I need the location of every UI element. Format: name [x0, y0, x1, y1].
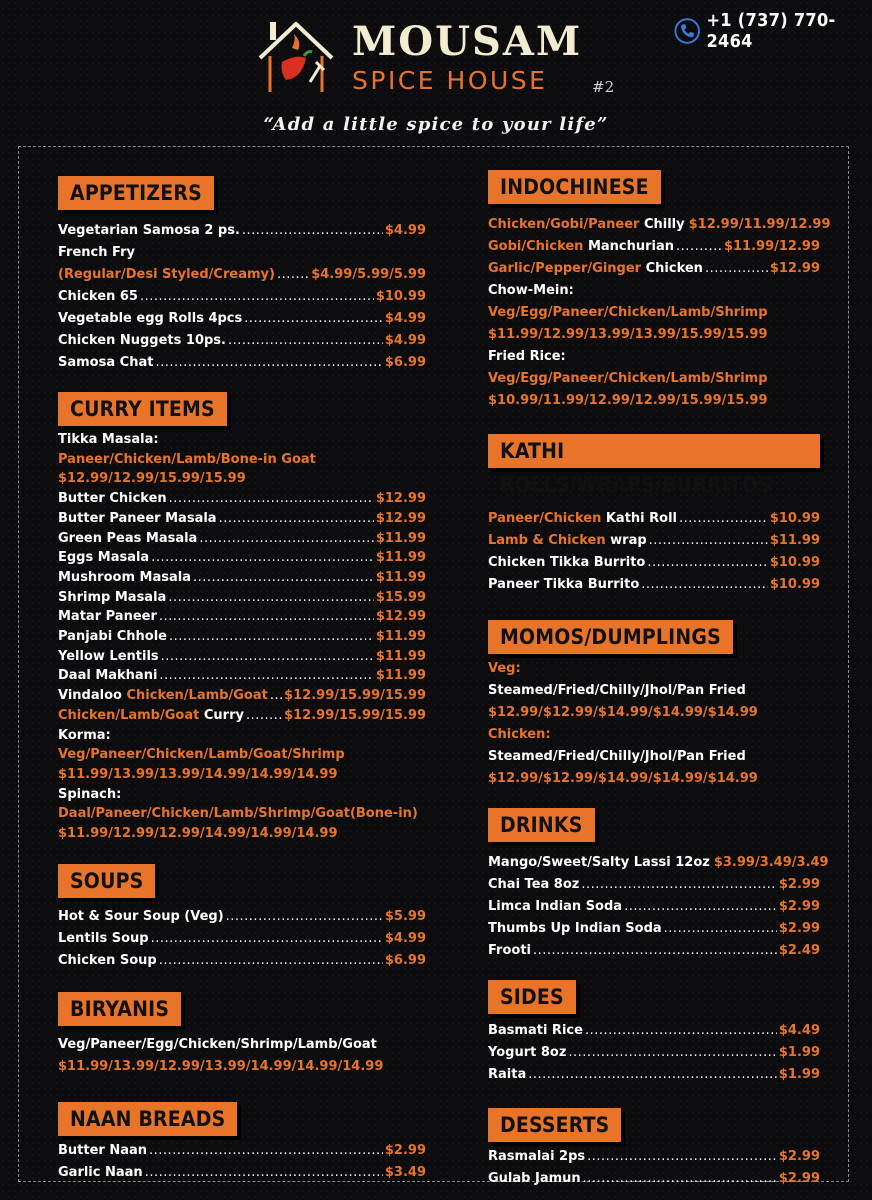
menu-item: Thumbs Up Indian Soda ..... $2.99	[488, 918, 820, 940]
menu-item: Lamb & Chicken wrap ..... $11.99	[488, 530, 820, 552]
section-title: DESSERTS	[488, 1108, 621, 1142]
menu-item: Garlic Naan ..... $3.49	[58, 1162, 426, 1184]
brand-location-number: #2	[592, 78, 615, 96]
menu-item: Butter Paneer Masala ..... $12.99	[58, 509, 426, 529]
menu-item: Paneer/Chicken Kathi Roll ..... $10.99	[488, 508, 820, 530]
menu-item: Yellow Lentils ..... $11.99	[58, 647, 426, 667]
menu-item-options: Steamed/Fried/Chilly/Jhol/Pan Fried	[488, 749, 746, 764]
menu-item-options: Paneer/Chicken/Lamb/Bone-in Goat	[58, 451, 316, 467]
menu-item-options: Steamed/Fried/Chilly/Jhol/Pan Fried	[488, 683, 746, 698]
section-title: SIDES	[488, 980, 576, 1014]
menu-item: Lentils Soup ..... $4.99	[58, 928, 426, 950]
menu-item-prices: $11.99/13.99/13.99/14.99/14.99/14.99	[58, 766, 338, 782]
menu-left-column	[58, 176, 426, 1200]
menu-item: Matar Paneer ..... $12.99	[58, 607, 426, 627]
momos-section	[488, 620, 820, 790]
indochinese-section	[488, 170, 831, 412]
sides-section	[488, 980, 820, 1086]
biryanis-section	[58, 992, 426, 1078]
section-title: CURRY ITEMS	[58, 392, 227, 426]
menu-item: Eggs Masala ..... $11.99	[58, 548, 426, 568]
section-title: KATHI ROLLS/WRAPS/BURRITOS	[488, 434, 820, 468]
menu-item: Limca Indian Soda ..... $2.99	[488, 896, 820, 918]
menu-item-prices: $12.99/$12.99/$14.99/$14.99/$14.99	[488, 705, 758, 720]
menu-item: Garlic/Pepper/Ginger Chicken ..... $12.99	[488, 258, 820, 280]
menu-item: Chai Tea 8oz ..... $2.99	[488, 874, 820, 896]
menu-item: Spinach:	[58, 786, 122, 802]
menu-item: Vindaloo Chicken/Lamb/Goat ..... $12.99/15.99/15.99	[58, 686, 426, 706]
menu-item: Chicken Nuggets 10ps. ..... $4.99	[58, 330, 426, 352]
kathi-section	[488, 434, 820, 596]
menu-item-prices: $12.99/$12.99/$14.99/$14.99/$14.99	[488, 771, 758, 786]
house-chili-fork-logo	[256, 18, 336, 96]
menu-item-options: Veg/Paneer/Chicken/Lamb/Goat/Shrimp	[58, 747, 345, 763]
menu-item: Fried Rice:	[488, 349, 566, 364]
menu-item-options: Daal/Paneer/Chicken/Lamb/Shrimp/Goat(Bone-in)	[58, 806, 418, 822]
menu-item: Veg:	[488, 661, 521, 676]
menu-item: Panjabi Chhole ..... $11.99	[58, 627, 426, 647]
section-title: DRINKS	[488, 808, 595, 842]
menu-item: Chicken/Lamb/Goat Curry ..... $12.99/15.99/15.99	[58, 706, 426, 726]
section-title: SOUPS	[58, 864, 155, 898]
section-title: MOMOS/DUMPLINGS	[488, 620, 733, 654]
menu-item: French Fry	[58, 245, 135, 260]
menu-item: Gulab Jamun ..... $2.99	[488, 1168, 820, 1190]
soups-section	[58, 864, 426, 972]
menu-item: Butter Naan ..... $2.99	[58, 1140, 426, 1162]
menu-item: Chicken/Gobi/Paneer Chilly $12.99/11.99/12.99	[488, 217, 831, 232]
menu-item: Vegetable egg Rolls 4pcs ..... $4.99	[58, 308, 426, 330]
menu-item-options: Veg/Egg/Paneer/Chicken/Lamb/Shrimp	[488, 371, 768, 386]
menu-item: Chicken Tikka Burrito ..... $10.99	[488, 552, 820, 574]
menu-item-prices: $11.99/12.99/13.99/13.99/15.99/15.99	[488, 327, 768, 342]
menu-item: Basmati Rice ..... $4.49	[488, 1020, 820, 1042]
menu-item: (Regular/Desi Styled/Creamy) ..... $4.99/5.99/5.99	[58, 264, 426, 286]
menu-item-prices: $10.99/11.99/12.99/12.99/15.99/15.99	[488, 393, 768, 408]
phone-icon	[674, 17, 700, 45]
desserts-section	[488, 1108, 820, 1190]
menu-item: Vegetarian Samosa 2 ps. ..... $4.99	[58, 220, 426, 242]
phone-contact[interactable]	[674, 10, 872, 52]
menu-item: Gobi/Chicken Manchurian ..... $11.99/12.99	[488, 236, 820, 258]
section-title: NAAN BREADS	[58, 1102, 237, 1136]
menu-item: Mango/Sweet/Salty Lassi 12oz $3.99/3.49/3.49	[488, 855, 829, 870]
tagline: “Add a little spice to your life”	[263, 114, 609, 135]
menu-item: Mushroom Masala ..... $11.99	[58, 568, 426, 588]
drinks-section	[488, 808, 829, 962]
appetizers-section	[58, 176, 426, 374]
menu-item: Chicken 65 ..... $10.99	[58, 286, 426, 308]
section-title: BIRYANIS	[58, 992, 181, 1026]
menu-item: Tikka Masala:	[58, 432, 159, 447]
curry-section	[58, 392, 426, 844]
naan-section	[58, 1102, 426, 1184]
menu-item: Chicken Soup ..... $6.99	[58, 950, 426, 972]
menu-item: Green Peas Masala ..... $11.99	[58, 529, 426, 549]
menu-item-prices: $11.99/13.99/12.99/13.99/14.99/14.99/14.99	[58, 1058, 384, 1074]
menu-item: Chow-Mein:	[488, 283, 574, 298]
menu-item: Samosa Chat ..... $6.99	[58, 352, 426, 374]
menu-item: Paneer Tikka Burrito ..... $10.99	[488, 574, 820, 596]
brand-subtitle: SPICE HOUSE	[352, 66, 548, 95]
menu-item: Butter Chicken ..... $12.99	[58, 489, 426, 509]
menu-item-prices: $12.99/12.99/15.99/15.99	[58, 471, 246, 487]
menu-right-column	[488, 170, 831, 1200]
menu-item: Daal Makhani ..... $11.99	[58, 666, 426, 686]
menu-item: Yogurt 8oz ..... $1.99	[488, 1042, 820, 1064]
menu-item-options: Veg/Egg/Paneer/Chicken/Lamb/Shrimp	[488, 305, 768, 320]
section-title: APPETIZERS	[58, 176, 214, 210]
section-title: INDOCHINESE	[488, 170, 661, 204]
brand-name: MOUSAM	[352, 18, 583, 65]
menu-item: Chicken:	[488, 727, 551, 742]
menu-item: Shrimp Masala ..... $15.99	[58, 588, 426, 608]
menu-item: Rasmalai 2ps ..... $2.99	[488, 1146, 820, 1168]
menu-item: Frooti ..... $2.49	[488, 940, 820, 962]
menu-item: Korma:	[58, 727, 111, 743]
phone-number: +1 (737) 770-2464	[706, 10, 836, 52]
menu-item: Hot & Sour Soup (Veg) ..... $5.99	[58, 906, 426, 928]
menu-item-prices: $11.99/12.99/12.99/14.99/14.99/14.99	[58, 826, 338, 842]
menu-item: Raita ..... $1.99	[488, 1064, 820, 1086]
menu-item-options: Veg/Paneer/Egg/Chicken/Shrimp/Lamb/Goat	[58, 1036, 377, 1052]
